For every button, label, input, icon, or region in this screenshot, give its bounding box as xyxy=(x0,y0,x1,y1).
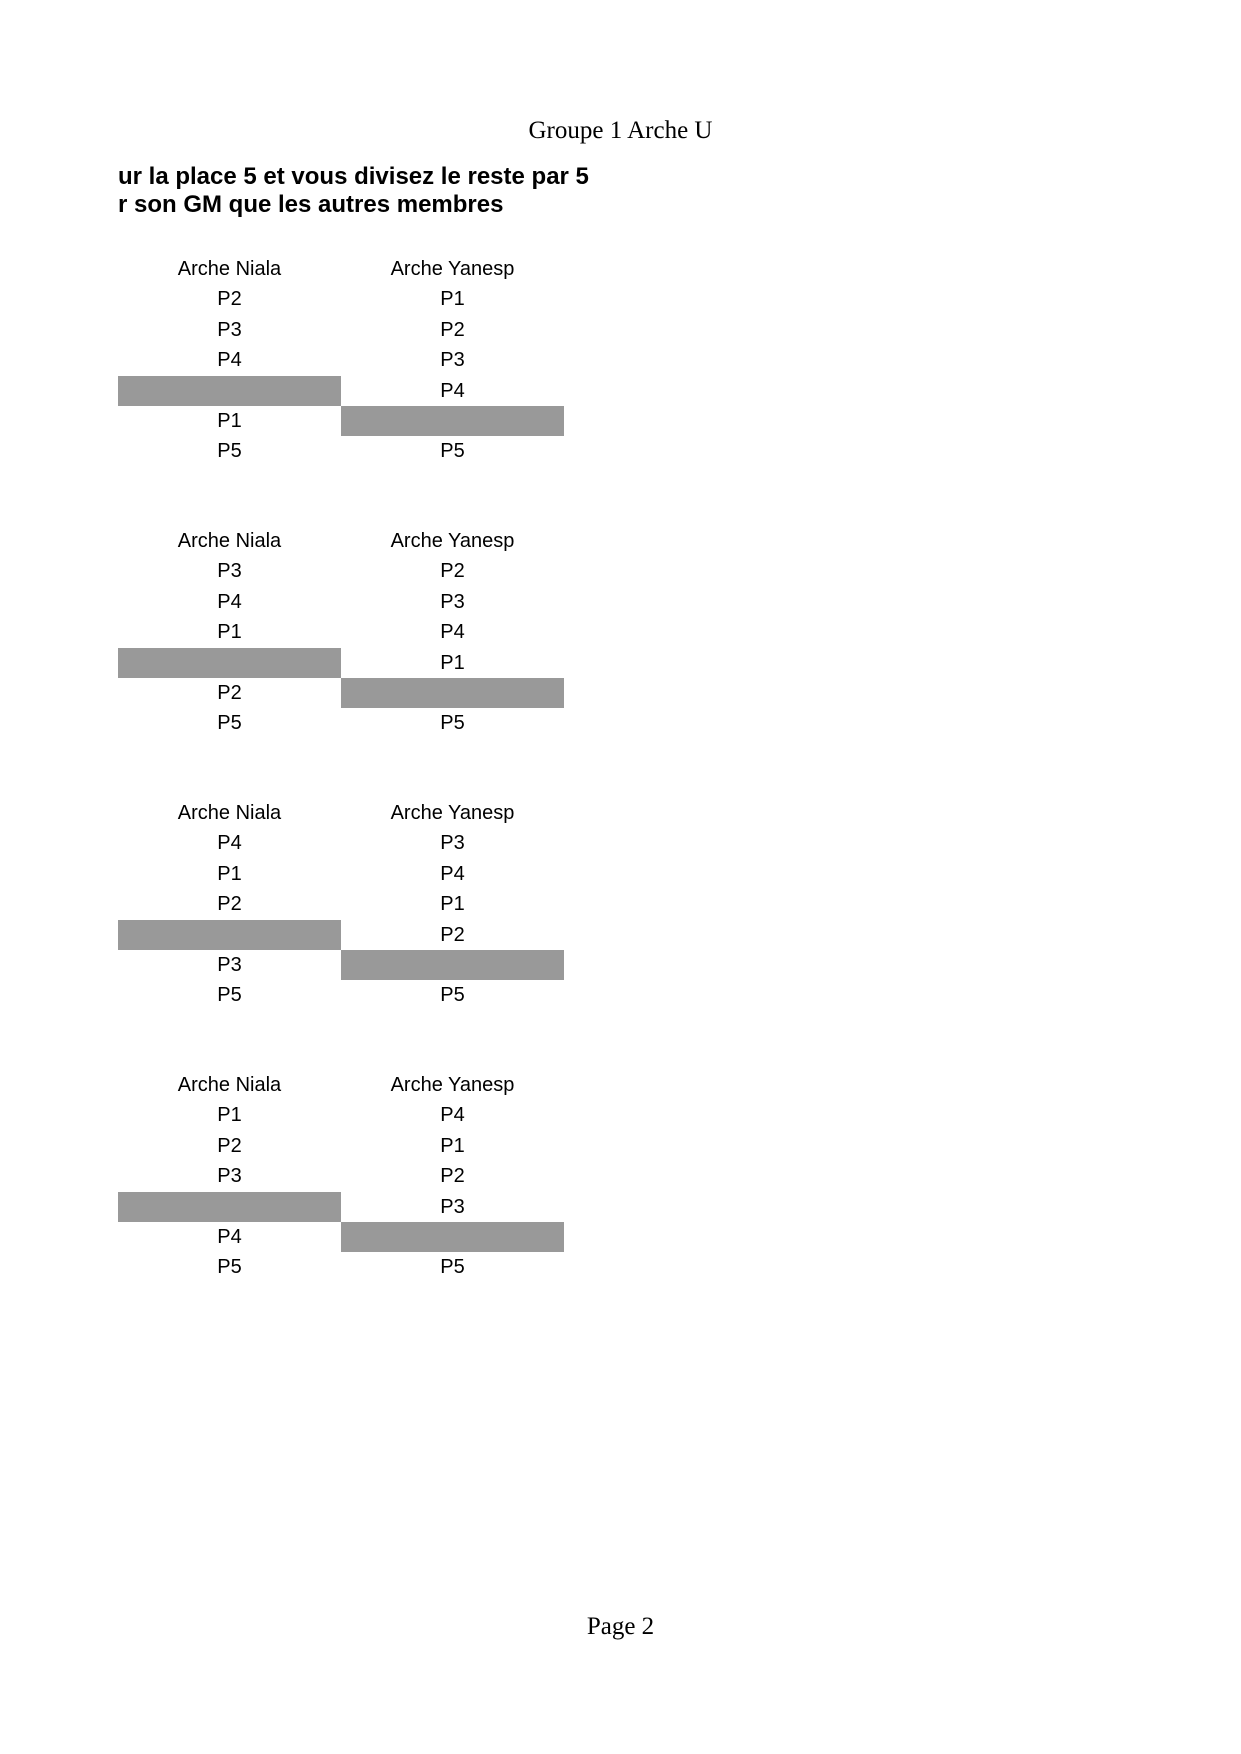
table-cell: P4 xyxy=(217,1226,242,1248)
table-row xyxy=(118,1100,564,1130)
table-cell: P1 xyxy=(440,651,465,674)
heading-line-1: ur la place 5 et vous divisez le reste par 5 xyxy=(118,163,589,190)
table-row xyxy=(118,587,564,617)
table-header-row xyxy=(118,526,564,556)
table-row xyxy=(118,1252,564,1282)
table-cell: P4 xyxy=(217,349,242,372)
table-cell: P3 xyxy=(217,318,242,341)
table-row xyxy=(118,1192,564,1222)
table-cell: P5 xyxy=(440,712,465,735)
page-header xyxy=(0,116,1241,146)
shaded-cell xyxy=(118,648,341,678)
table-cell: P3 xyxy=(440,832,465,855)
shaded-cell xyxy=(118,1192,341,1222)
table-header-row xyxy=(118,1070,564,1100)
table-row xyxy=(118,708,564,738)
table-cell: P1 xyxy=(440,1134,465,1157)
table-cell: P5 xyxy=(440,1256,465,1279)
column-header: Arche Niala xyxy=(177,258,282,280)
table-row xyxy=(118,859,564,889)
table-cell: P4 xyxy=(440,379,465,402)
heading-line-2: r son GM que les autres membres xyxy=(118,191,504,218)
table-cell: P2 xyxy=(217,682,242,704)
table-cell: P2 xyxy=(217,1134,242,1157)
table-cell: P4 xyxy=(217,590,242,613)
table-row xyxy=(118,980,564,1010)
table-cell: P3 xyxy=(440,1195,465,1218)
table-cell: P3 xyxy=(217,1165,242,1188)
shaded-cell xyxy=(341,406,564,436)
shaded-cell xyxy=(341,950,564,980)
page-number: Page 2 xyxy=(586,1613,655,1640)
table-row xyxy=(118,284,564,314)
table-cell: P5 xyxy=(217,712,242,735)
table-row xyxy=(118,556,564,586)
table-row xyxy=(118,648,564,678)
table-cell: P4 xyxy=(440,862,465,885)
table-cell: P2 xyxy=(217,288,242,311)
table-cell: P1 xyxy=(217,410,242,432)
table-cell: P1 xyxy=(217,621,242,644)
table-cell: P3 xyxy=(440,590,465,613)
table-row xyxy=(118,315,564,345)
page-header-title: Groupe 1 Arche U xyxy=(528,117,713,144)
table-cell: P2 xyxy=(440,318,465,341)
table-row xyxy=(118,950,564,980)
table-row xyxy=(118,406,564,436)
table-cell: P3 xyxy=(217,560,242,583)
table-cell: P4 xyxy=(217,832,242,855)
table-cell: P5 xyxy=(440,440,465,463)
shaded-cell xyxy=(341,678,564,708)
table-cell: P5 xyxy=(217,1256,242,1279)
table-cell: P2 xyxy=(440,1165,465,1188)
table-cell: P2 xyxy=(440,560,465,583)
table-cell: P5 xyxy=(440,984,465,1007)
column-header: Arche Yanesp xyxy=(390,1074,515,1096)
table-cell: P1 xyxy=(217,862,242,885)
shaded-cell xyxy=(341,1222,564,1252)
table-cell: P5 xyxy=(217,984,242,1007)
table-cell: P2 xyxy=(440,923,465,946)
table-row xyxy=(118,828,564,858)
table-cell: P4 xyxy=(440,1104,465,1127)
column-header: Arche Niala xyxy=(177,1074,282,1096)
table-cell: P4 xyxy=(440,621,465,644)
page-footer xyxy=(0,1612,1241,1642)
column-header: Arche Yanesp xyxy=(390,802,515,824)
table-row xyxy=(118,1161,564,1191)
table-row xyxy=(118,436,564,466)
table-row xyxy=(118,889,564,919)
table-row xyxy=(118,345,564,375)
table-row xyxy=(118,678,564,708)
column-header: Arche Yanesp xyxy=(390,258,515,280)
table-row xyxy=(118,617,564,647)
table-cell: P1 xyxy=(440,893,465,916)
table-cell: P5 xyxy=(217,440,242,463)
table-row xyxy=(118,1222,564,1252)
table-cell: P1 xyxy=(217,1104,242,1127)
column-header: Arche Niala xyxy=(177,802,282,824)
table-cell: P3 xyxy=(440,349,465,372)
column-header: Arche Yanesp xyxy=(390,530,515,552)
table-row xyxy=(118,1131,564,1161)
shaded-cell xyxy=(118,376,341,406)
table-row xyxy=(118,376,564,406)
table-cell: P2 xyxy=(217,893,242,916)
column-header: Arche Niala xyxy=(177,530,282,552)
table-row xyxy=(118,920,564,950)
table-cell: P1 xyxy=(440,288,465,311)
shaded-cell xyxy=(118,920,341,950)
table-cell: P3 xyxy=(217,954,242,976)
table-header-row xyxy=(118,798,564,828)
table-header-row xyxy=(118,254,564,284)
